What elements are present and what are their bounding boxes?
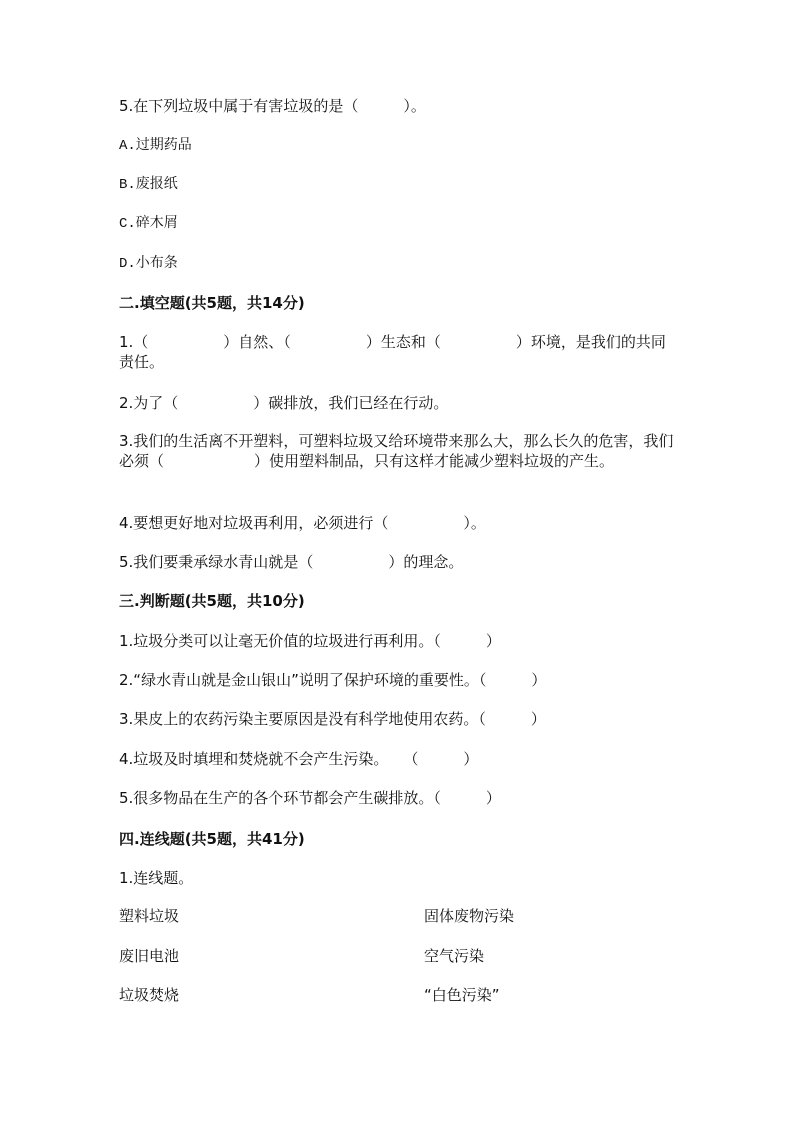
section-heading-matching: 四.连线题(共5题，共41分) [119, 830, 305, 848]
matching-question-1: 1.连线题。 [119, 869, 194, 887]
matching-right-item-1: 固体废物污染 [424, 907, 515, 925]
matching-right-item-3: “白色污染” [424, 986, 500, 1004]
true-false-item-2: 2.“绿水青山就是金山银山”说明了保护环境的重要性。（ ） [119, 671, 547, 689]
true-false-item-5: 5.很多物品在生产的各个环节都会产生碳排放。（ ） [119, 789, 501, 807]
matching-left-item-2: 废旧电池 [119, 947, 180, 965]
question-5-stem: 5.在下列垃圾中属于有害垃圾的是（ ）。 [119, 97, 426, 115]
fill-blank-item-2: 2.为了（ ）碳排放，我们已经在行动。 [119, 394, 449, 412]
true-false-item-4: 4.垃圾及时填埋和焚烧就不会产生污染。 （ ） [119, 750, 479, 768]
matching-left-item-1: 塑料垃圾 [119, 907, 180, 925]
option-c: C.碎木屑 [119, 216, 178, 232]
section-heading-true-false: 三.判断题(共5题，共10分) [119, 592, 305, 610]
fill-blank-item-3: 3.我们的生活离不开塑料，可塑料垃圾又给环境带来那么大，那么长久的危害，我们必须（ ）使用塑料制品，只有这样才能减少塑料垃圾的产生。 [119, 432, 674, 470]
option-b: B.废报纸 [119, 177, 178, 193]
true-false-item-1: 1.垃圾分类可以让毫无价值的垃圾进行再利用。（ ） [119, 632, 501, 650]
section-heading-fill-blank: 二.填空题(共5题，共14分) [119, 294, 305, 312]
fill-blank-item-4: 4.要想更好地对垃圾再利用，必须进行（ ）。 [119, 514, 486, 532]
fill-blank-item-5: 5.我们要秉承绿水青山就是（ ）的理念。 [119, 553, 464, 571]
fill-blank-item-1: 1.（ ）自然、（ ）生态和（ ）环境，是我们的共同责任。 [119, 333, 666, 371]
matching-left-item-3: 垃圾焚烧 [119, 986, 180, 1004]
true-false-item-3: 3.果皮上的农药污染主要原因是没有科学地使用农药。（ ） [119, 710, 546, 728]
option-a: A.过期药品 [119, 138, 192, 154]
option-d: D.小布条 [119, 256, 178, 272]
matching-right-item-2: 空气污染 [424, 947, 485, 965]
